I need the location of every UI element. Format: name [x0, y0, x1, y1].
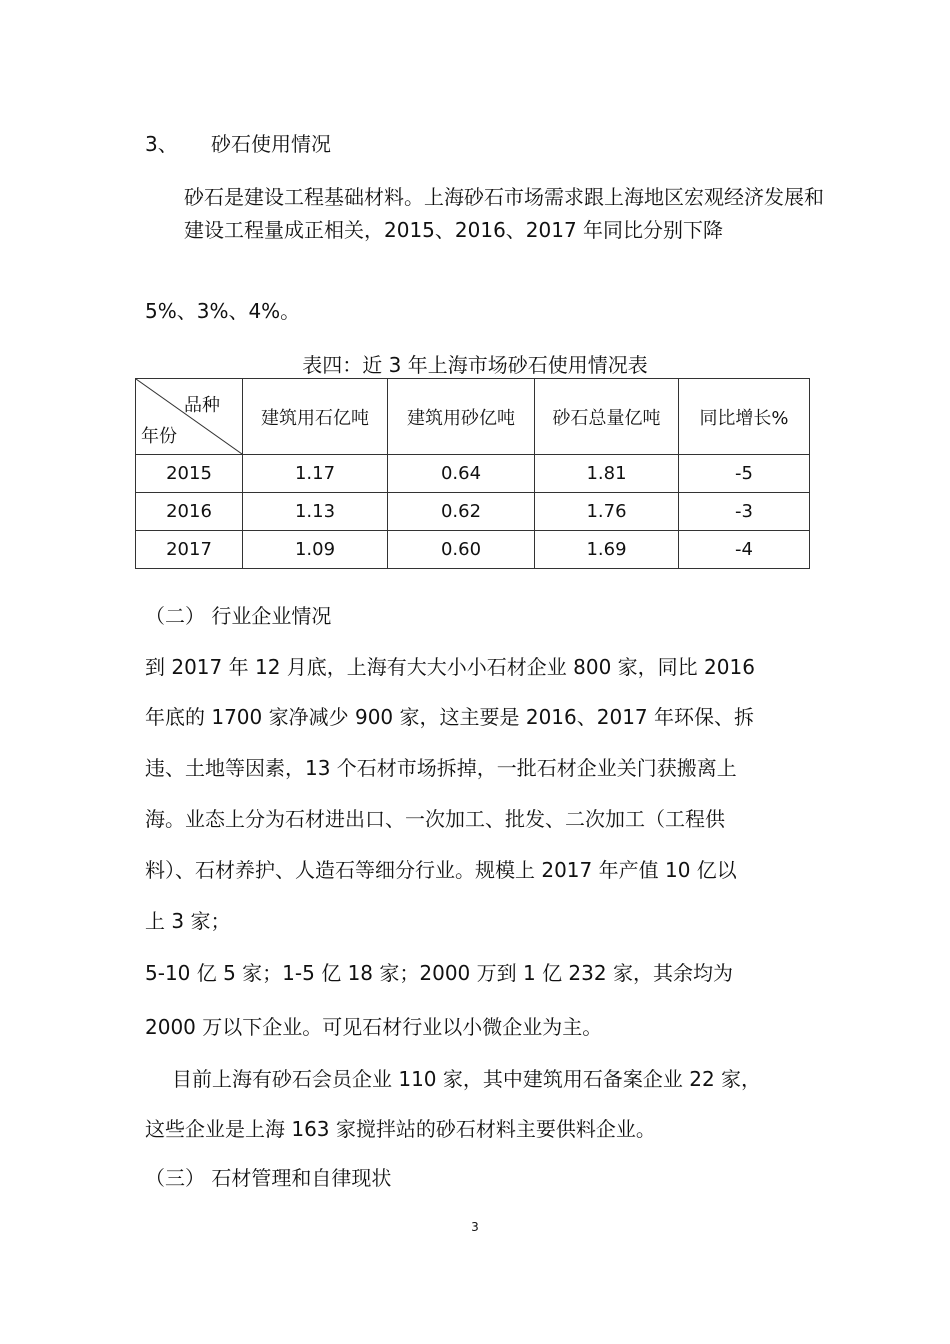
- cell-year: 2016: [136, 493, 243, 531]
- section-number: 3、: [145, 132, 178, 156]
- section-title: 砂石使用情况: [211, 132, 331, 156]
- section-industry-heading: （二） 行业企业情况: [145, 604, 332, 628]
- corner-label-year: 年份: [141, 426, 177, 447]
- cell-sand: 0.60: [388, 531, 535, 569]
- header-sand: 建筑用砂亿吨: [388, 379, 535, 455]
- cell-yoy: -5: [679, 455, 810, 493]
- cell-stone: 1.17: [243, 455, 388, 493]
- cell-total: 1.81: [535, 455, 679, 493]
- section-3-paragraph-tail: 5%、3%、4%。: [145, 299, 301, 323]
- cell-total: 1.69: [535, 531, 679, 569]
- cell-total: 1.76: [535, 493, 679, 531]
- cell-sand: 0.62: [388, 493, 535, 531]
- body-line: 这些企业是上海 163 家搅拌站的砂石材料主要供料企业。: [145, 1117, 656, 1141]
- page-number: 3: [471, 1220, 479, 1234]
- cell-yoy: -3: [679, 493, 810, 531]
- corner-header-cell: [136, 379, 243, 455]
- cell-stone: 1.09: [243, 531, 388, 569]
- cell-yoy: -4: [679, 531, 810, 569]
- cell-year: 2017: [136, 531, 243, 569]
- section-management-heading: （三） 石材管理和自律现状: [145, 1166, 392, 1190]
- header-yoy: 同比增长%: [679, 379, 810, 455]
- corner-label-variety: 品种: [184, 395, 220, 416]
- table-header-row: [136, 379, 810, 455]
- body-line: 5-10 亿 5 家；1-5 亿 18 家；2000 万到 1 亿 232 家，其余均为: [145, 961, 733, 985]
- section-3-heading: [145, 131, 331, 157]
- cell-year: 2015: [136, 455, 243, 493]
- sand-stone-usage-table: [135, 378, 810, 569]
- table-row: [136, 493, 810, 531]
- cell-stone: 1.13: [243, 493, 388, 531]
- cell-sand: 0.64: [388, 455, 535, 493]
- body-line: 到 2017 年 12 月底，上海有大大小小石材企业 800 家，同比 2016: [145, 655, 755, 679]
- body-line-indented: 目前上海有砂石会员企业 110 家，其中建筑用石备案企业 22 家，: [172, 1067, 762, 1091]
- body-line: 2000 万以下企业。可见石材行业以小微企业为主。: [145, 1015, 603, 1039]
- body-line: 海。业态上分为石材进出口、一次加工、批发、二次加工（工程供: [145, 807, 725, 831]
- header-stone: 建筑用石亿吨: [243, 379, 388, 455]
- table-row: [136, 455, 810, 493]
- section-3-paragraph: 砂石是建设工程基础材料。上海砂石市场需求跟上海地区宏观经济发展和建设工程量成正相关，2015、2016、2017 年同比分别下降: [184, 185, 824, 242]
- body-line: 年底的 1700 家净减少 900 家，这主要是 2016、2017 年环保、拆: [145, 705, 755, 729]
- body-line: 料）、石材养护、人造石等细分行业。规模上 2017 年产值 10 亿以: [145, 858, 737, 882]
- table-row: [136, 531, 810, 569]
- header-total: 砂石总量亿吨: [535, 379, 679, 455]
- body-line: 违、土地等因素，13 个石材市场拆掉，一批石材企业关门获搬离上: [145, 756, 737, 780]
- body-line: 上 3 家；: [145, 909, 231, 933]
- table-caption: 表四：近 3 年上海市场砂石使用情况表: [302, 353, 648, 377]
